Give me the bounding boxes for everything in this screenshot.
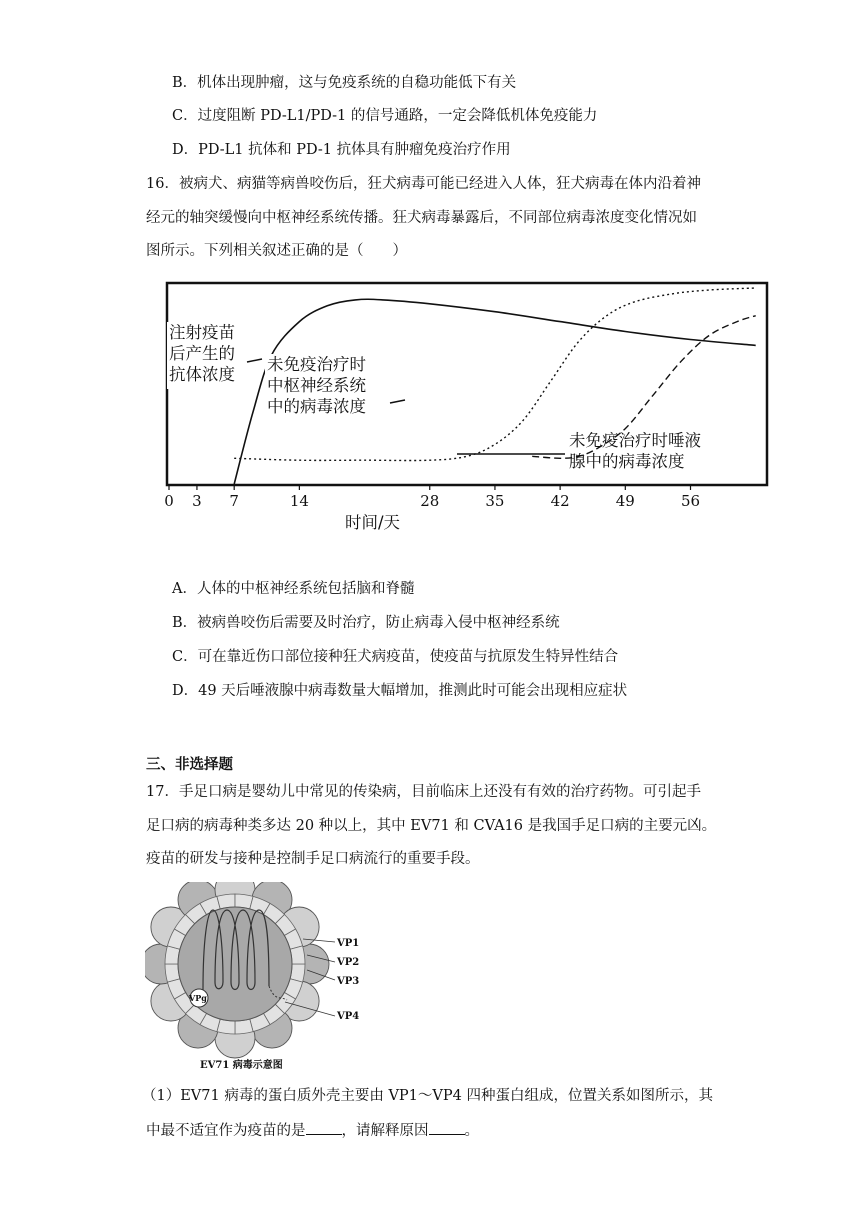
series-label: 中的病毒浓度 [267, 397, 366, 416]
virus-concentration-chart [155, 278, 770, 536]
q17-1-text-a: 中最不适宜作为疫苗的是 [146, 1123, 306, 1139]
q15-option-b: B．机体出现肿瘤，这与免疫系统的自稳功能低下有关 [172, 75, 517, 91]
section-heading: 三、非选择题 [146, 757, 233, 773]
q17-stem-line-1: 17．手足口病是婴幼儿中常见的传染病，目前临床上还没有有效的治疗药物。可引起手 [146, 784, 701, 800]
series-leader-line [247, 359, 262, 362]
ev71-virus-diagram [145, 882, 385, 1077]
x-tick-label: 28 [420, 492, 440, 510]
q17-1-line-2 [146, 1120, 479, 1141]
q17-stem-line-2: 足口病的病毒种类多达 20 种以上，其中 EV71 和 CVA16 是我国手足口病的主要元凶。 [146, 818, 717, 834]
answer-blank-1[interactable] [306, 1120, 342, 1135]
q16-option-c: C．可在靠近伤口部位接种狂犬病疫苗，使疫苗与抗原发生特异性结合 [172, 649, 619, 665]
series-label: 注射疫苗 [169, 323, 235, 342]
x-tick-label: 14 [289, 492, 309, 510]
x-tick-label: 49 [615, 492, 635, 510]
series-label: 腺中的病毒浓度 [569, 452, 685, 471]
q15-option-c: C．过度阻断 PD-L1/PD-1 的信号通路，一定会降低机体免疫能力 [172, 108, 598, 124]
series-label: 未免疫治疗时 [267, 355, 366, 374]
x-tick-label: 42 [550, 492, 570, 510]
q16-stem-line-3: 图所示。下列相关叙述正确的是（ ） [146, 243, 407, 259]
series-leader-line [390, 400, 405, 403]
vp4-label: VP4 [337, 1011, 360, 1022]
q17-stem-line-3: 疫苗的研发与接种是控制手足口病流行的重要手段。 [146, 851, 480, 867]
x-tick-label: 56 [680, 492, 701, 510]
series-label: 未免疫治疗时唾液 [569, 431, 701, 450]
series-label: 抗体浓度 [169, 365, 235, 384]
q16-stem-line-2: 经元的轴突缓慢向中枢神经系统传播。狂犬病毒暴露后，不同部位病毒浓度变化情况如 [146, 210, 697, 226]
vp3-label: VP3 [337, 976, 360, 987]
vp2-label: VP2 [337, 957, 360, 968]
q16-stem-line-1: 16．被病犬、病猫等病兽咬伤后，狂犬病毒可能已经进入人体，狂犬病毒在体内沿着神 [146, 176, 701, 192]
q15-option-d: D．PD-L1 抗体和 PD-1 抗体具有肿瘤免疫治疗作用 [172, 142, 511, 158]
q17-1-text-b: ，请解释原因 [341, 1123, 429, 1139]
x-tick-label: 35 [485, 492, 505, 510]
vp1-label: VP1 [337, 938, 360, 949]
x-tick-label: 0 [164, 492, 174, 510]
q16-option-b: B．被病兽咬伤后需要及时治疗，防止病毒入侵中枢神经系统 [172, 615, 560, 631]
q16-option-d: D．49 天后唾液腺中病毒数量大幅增加，推测此时可能会出现相应症状 [172, 683, 628, 699]
q17-1-line-1: （1）EV71 病毒的蛋白质外壳主要由 VP1～VP4 四种蛋白组成，位置关系如图所示，其 [142, 1088, 713, 1104]
vpg-label: VPg [189, 993, 207, 1003]
figure-caption: EV71 病毒示意图 [200, 1060, 283, 1071]
x-tick-label: 3 [192, 492, 202, 510]
series-label: 后产生的 [169, 344, 235, 363]
q17-1-text-c: 。 [464, 1123, 479, 1139]
q16-option-a: A．人体的中枢神经系统包括脑和脊髓 [172, 581, 415, 597]
answer-blank-2[interactable] [429, 1120, 465, 1135]
x-axis-label: 时间/天 [345, 513, 401, 532]
x-tick-label: 7 [229, 492, 239, 510]
series-label: 中枢神经系统 [267, 376, 366, 395]
